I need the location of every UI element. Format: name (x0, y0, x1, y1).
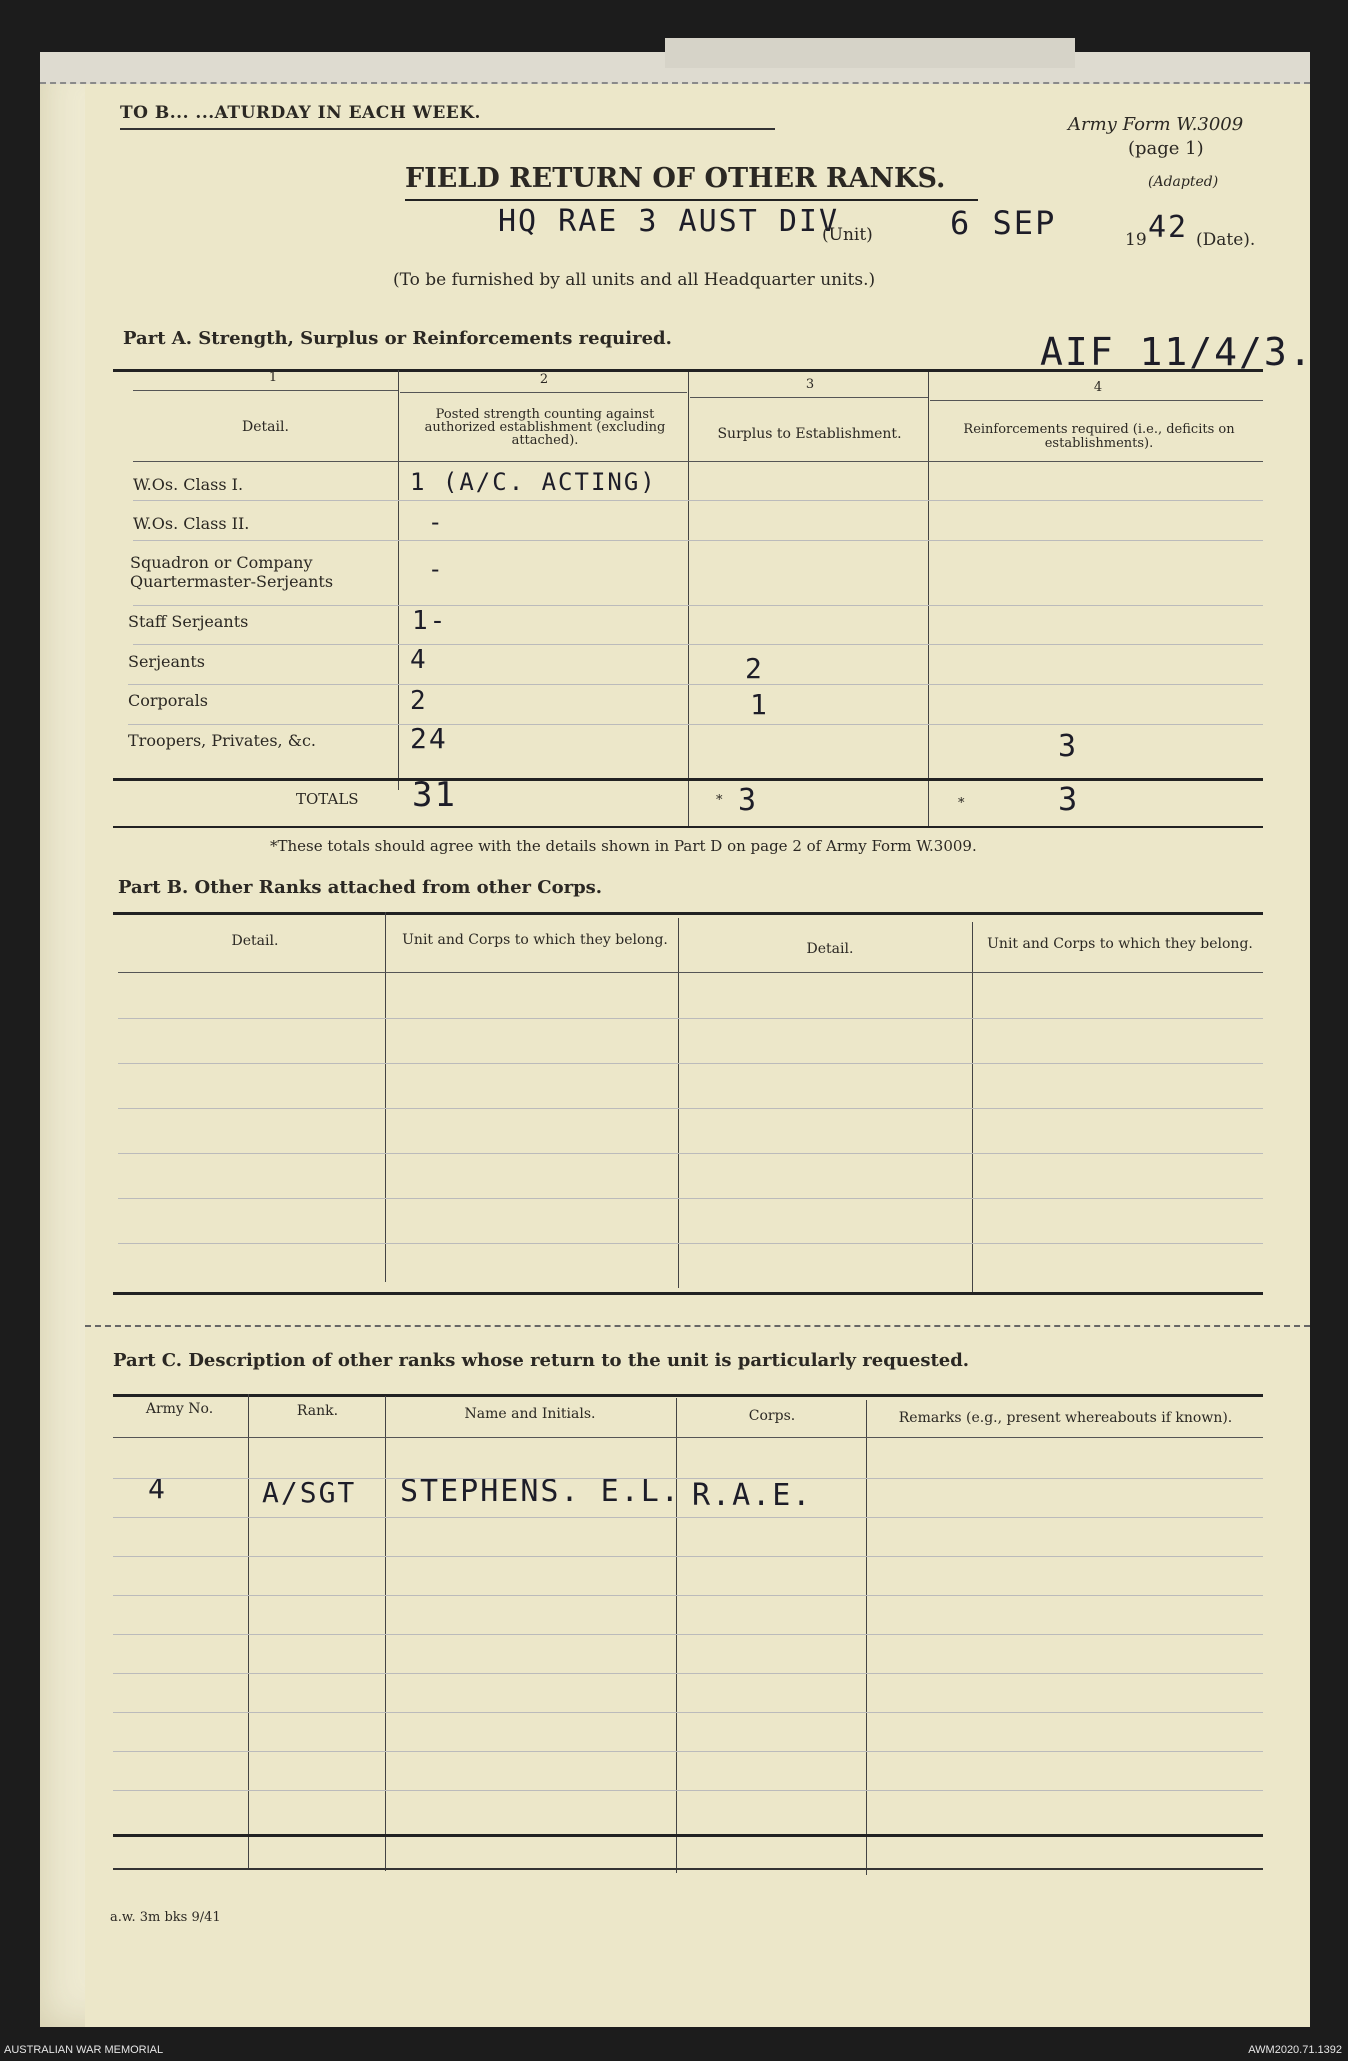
part-c-name-1: STEPHENS. E.L. (400, 1474, 681, 1509)
part-b-row-rule (118, 1243, 1263, 1244)
col-header-posted: Posted strength counting against authorized establishment (excluding attached). (424, 407, 666, 448)
totals-label: TOTALS (296, 790, 359, 808)
part-c-header-corps: Corps. (748, 1408, 796, 1424)
col-number-1: 1 (268, 370, 278, 385)
date-value: 6 SEP (950, 204, 1057, 242)
part-b-header-detail-1: Detail. (231, 933, 279, 949)
instruction-underline (120, 128, 775, 130)
part-c-header-remarks: Remarks (e.g., present whereabouts if known). (898, 1410, 1233, 1426)
part-b-row-rule (118, 1018, 1263, 1019)
perforation-line (85, 1325, 1310, 1327)
part-b-header-rule (118, 972, 1263, 973)
unit-label: (Unit) (822, 225, 873, 245)
part-c-bottom-rule (113, 1834, 1263, 1837)
part-c-rank-1: A/SGT (262, 1476, 357, 1509)
form-title: FIELD RETURN OF OTHER RANKS. (405, 163, 946, 194)
reinf-troopers: 3 (1058, 729, 1079, 764)
part-b-row-rule (118, 1063, 1263, 1064)
part-c-row-rule (113, 1673, 1263, 1674)
part-c-header-rule (113, 1437, 1263, 1438)
footer-archive-name: AUSTRALIAN WAR MEMORIAL (4, 2044, 164, 2056)
row-rule (133, 605, 1263, 606)
part-c-header-rank: Rank. (296, 1403, 339, 1419)
part-b-row-rule (118, 1108, 1263, 1109)
row-label-wo2: W.Os. Class II. (133, 514, 250, 533)
unit-value: HQ RAE 3 AUST DIV (498, 204, 840, 239)
col-header-surplus: Surplus to Establishment. (717, 426, 902, 442)
col-number-rule-2 (400, 392, 687, 393)
col-number-4: 4 (1093, 380, 1103, 395)
posted-serjeants: 4 (410, 645, 428, 675)
row-rule (133, 644, 1263, 645)
part-c-divider-1 (248, 1394, 249, 1869)
col-number-3: 3 (805, 377, 815, 392)
part-b-header-unit-1: Unit and Corps to which they belong. (402, 932, 668, 948)
part-c-top-rule (113, 1394, 1263, 1397)
part-c-army-no-1: 4 (148, 1472, 167, 1505)
part-c-row-rule (113, 1712, 1263, 1713)
part-b-row-rule (118, 1153, 1263, 1154)
part-b-divider-3 (972, 922, 973, 1292)
part-c-header-army-no: Army No. (145, 1401, 214, 1417)
print-code: a.w. 3m bks 9/41 (110, 1910, 221, 1925)
part-b-divider-1 (385, 912, 386, 1282)
row-label-serjeants: Serjeants (128, 652, 205, 671)
part-c-row-rule (113, 1634, 1263, 1635)
part-c-row-rule (113, 1595, 1263, 1596)
year-prefix: 19 (1125, 230, 1147, 250)
col-header-detail: Detail. (242, 419, 289, 435)
posted-corporals: 2 (410, 686, 428, 716)
part-c-row-rule (113, 1751, 1263, 1752)
posted-cqms: - (428, 555, 445, 583)
aif-annotation: AIF 11/4/3. (1040, 330, 1314, 374)
total-surplus-asterisk: * (716, 793, 723, 808)
col-number-rule-1 (133, 390, 398, 391)
posted-staff-sjt: 1- (412, 606, 448, 636)
part-c-title: Part C. Description of other ranks whose return to the unit is particularly requested. (113, 1350, 970, 1371)
part-c-row-rule (113, 1478, 1263, 1479)
row-label-troopers: Troopers, Privates, &c. (128, 731, 317, 750)
col-header-reinforcements: Reinforcements required (i.e., deficits on establishments). (963, 422, 1235, 451)
part-b-title: Part B. Other Ranks attached from other Corps. (118, 877, 603, 898)
part-c-divider-4 (866, 1400, 867, 1875)
date-label: (Date). (1196, 230, 1256, 250)
footer-accession-number: AWM2020.71.1392 (1248, 2044, 1342, 2056)
posted-troopers: 24 (410, 722, 448, 755)
row-label-corporals: Corporals (128, 691, 208, 710)
total-reinf: 3 (1058, 780, 1080, 818)
surplus-serjeants: 2 (745, 652, 764, 685)
furnish-note: (To be furnished by all units and all Headquarter units.) (393, 270, 876, 290)
part-b-header-unit-2: Unit and Corps to which they belong. (987, 936, 1253, 952)
col-divider-3 (928, 372, 929, 827)
part-c-row-rule (113, 1556, 1263, 1557)
row-rule (128, 724, 1263, 725)
part-c-divider-3 (676, 1398, 677, 1873)
surplus-corporals: 1 (750, 688, 769, 721)
part-b-divider-2 (678, 918, 679, 1288)
posted-wo2: - (428, 508, 445, 536)
row-rule (128, 684, 1263, 685)
part-b-header-detail-2: Detail. (806, 941, 854, 957)
col-number-rule-4 (930, 400, 1263, 401)
total-surplus: 3 (738, 783, 759, 818)
col-number-rule-3 (690, 397, 928, 398)
part-c-row-rule (113, 1790, 1263, 1791)
col-divider-1 (398, 370, 399, 790)
row-rule (133, 540, 1263, 541)
part-c-header-name: Name and Initials. (464, 1406, 596, 1422)
adapted-note: (Adapted) (1148, 174, 1219, 190)
row-label-staff-sjt: Staff Serjeants (128, 612, 249, 631)
row-label-wo1: W.Os. Class I. (133, 475, 244, 494)
page-number: (page 1) (1128, 138, 1204, 159)
part-c-row-rule (113, 1517, 1263, 1518)
year-value: 42 (1148, 210, 1189, 245)
title-underline (405, 199, 978, 201)
col-number-2: 2 (539, 372, 549, 387)
total-reinf-asterisk: * (958, 796, 965, 811)
totals-footnote: *These totals should agree with the details shown in Part D on page 2 of Army Form W.3009. (270, 837, 977, 855)
torn-paper-edge (665, 38, 1075, 68)
part-c-end-rule (113, 1868, 1263, 1870)
total-posted: 31 (412, 775, 457, 815)
header-bottom-rule (133, 461, 1263, 462)
totals-bottom-rule (113, 826, 1263, 828)
totals-top-rule (113, 778, 1263, 781)
part-b-bottom-rule (113, 1292, 1263, 1295)
row-label-cqms: Squadron or Company Quartermaster-Serjeants (130, 553, 334, 591)
submission-instruction: TO B... ...ATURDAY IN EACH WEEK. (120, 103, 481, 123)
part-c-corps-1: R.A.E. (692, 1478, 813, 1513)
part-b-row-rule (118, 1198, 1263, 1199)
form-identifier: Army Form W.3009 (1068, 114, 1244, 135)
posted-wo1: 1 (A/C. ACTING) (410, 468, 657, 496)
row-rule (133, 500, 1263, 501)
part-b-top-rule (113, 912, 1263, 915)
part-a-title: Part A. Strength, Surplus or Reinforcements required. (123, 328, 672, 349)
col-divider-2 (688, 372, 689, 827)
